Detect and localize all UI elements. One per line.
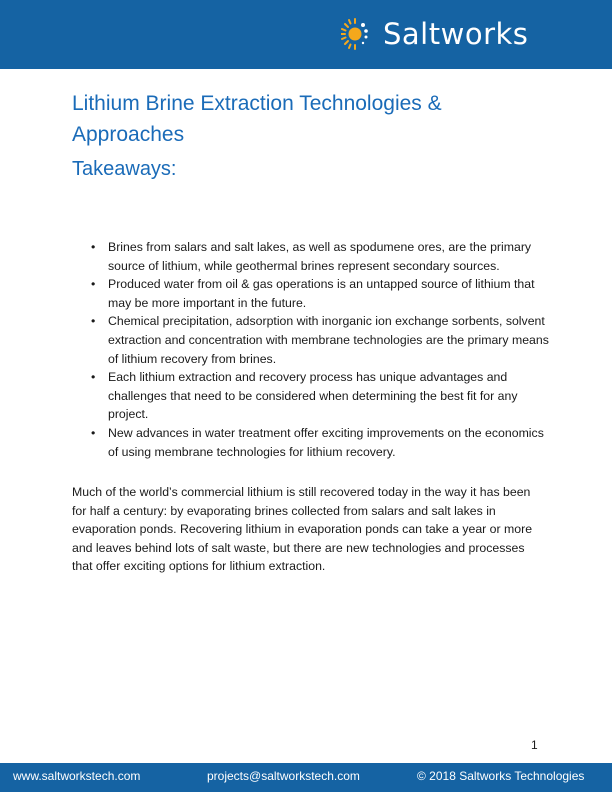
page-number: 1 xyxy=(531,738,538,752)
bullet-icon: • xyxy=(91,240,96,254)
bullet-icon: • xyxy=(91,425,96,440)
sun-icon xyxy=(341,17,375,51)
intro-paragraph: Much of the world’s commercial lithium is still recovered today in the way it has been for half a century: by evaporating brines collected from salars and salt lakes in evaporation ponds. Recovering lithium in evaporation ponds can take a year or more and leaves behind lots of salt waste, but there are new technologies and processes that offer exciting options for lithium extraction. xyxy=(72,485,533,574)
bullet-icon: • xyxy=(91,314,96,329)
document-title: Lithium Brine Extraction Technologies & Approaches xyxy=(72,92,442,146)
footer-bar xyxy=(0,763,612,792)
list-item: • Produced water from oil & gas operations is an untapped source of lithium that may be more important in the future. xyxy=(91,277,535,310)
takeaways-list xyxy=(89,238,549,461)
website-link[interactable]: www.saltworkstech.com xyxy=(13,769,141,783)
section-heading: Takeaways: xyxy=(72,158,177,180)
email-link[interactable]: projects@saltworkstech.com xyxy=(207,769,360,783)
list-item: • New advances in water treatment offer exciting improvements on the economics of using membrane technologies for lithium recovery. xyxy=(91,425,544,459)
header-bar xyxy=(0,0,612,69)
bullet-icon: • xyxy=(91,370,96,385)
list-item: • Brines from salars and salt lakes, as well as spodumene ores, are the primary source of lithium, while geothermal brines represent secondary sources. xyxy=(91,240,532,273)
list-item: • Each lithium extraction and recovery process has unique advantages and challenges that need to be considered when determining the best fit for any project. xyxy=(91,370,518,422)
list-item: • Chemical precipitation, adsorption with inorganic ion exchange sorbents, solvent extraction and concentration with membrane technologies are the primary means of lithium recovery from brines. xyxy=(91,314,549,366)
brand-name: Saltworks xyxy=(383,17,529,51)
brand-logo xyxy=(341,14,528,54)
copyright-text: © 2018 Saltworks Technologies xyxy=(417,769,585,783)
bullet-icon: • xyxy=(91,277,96,292)
